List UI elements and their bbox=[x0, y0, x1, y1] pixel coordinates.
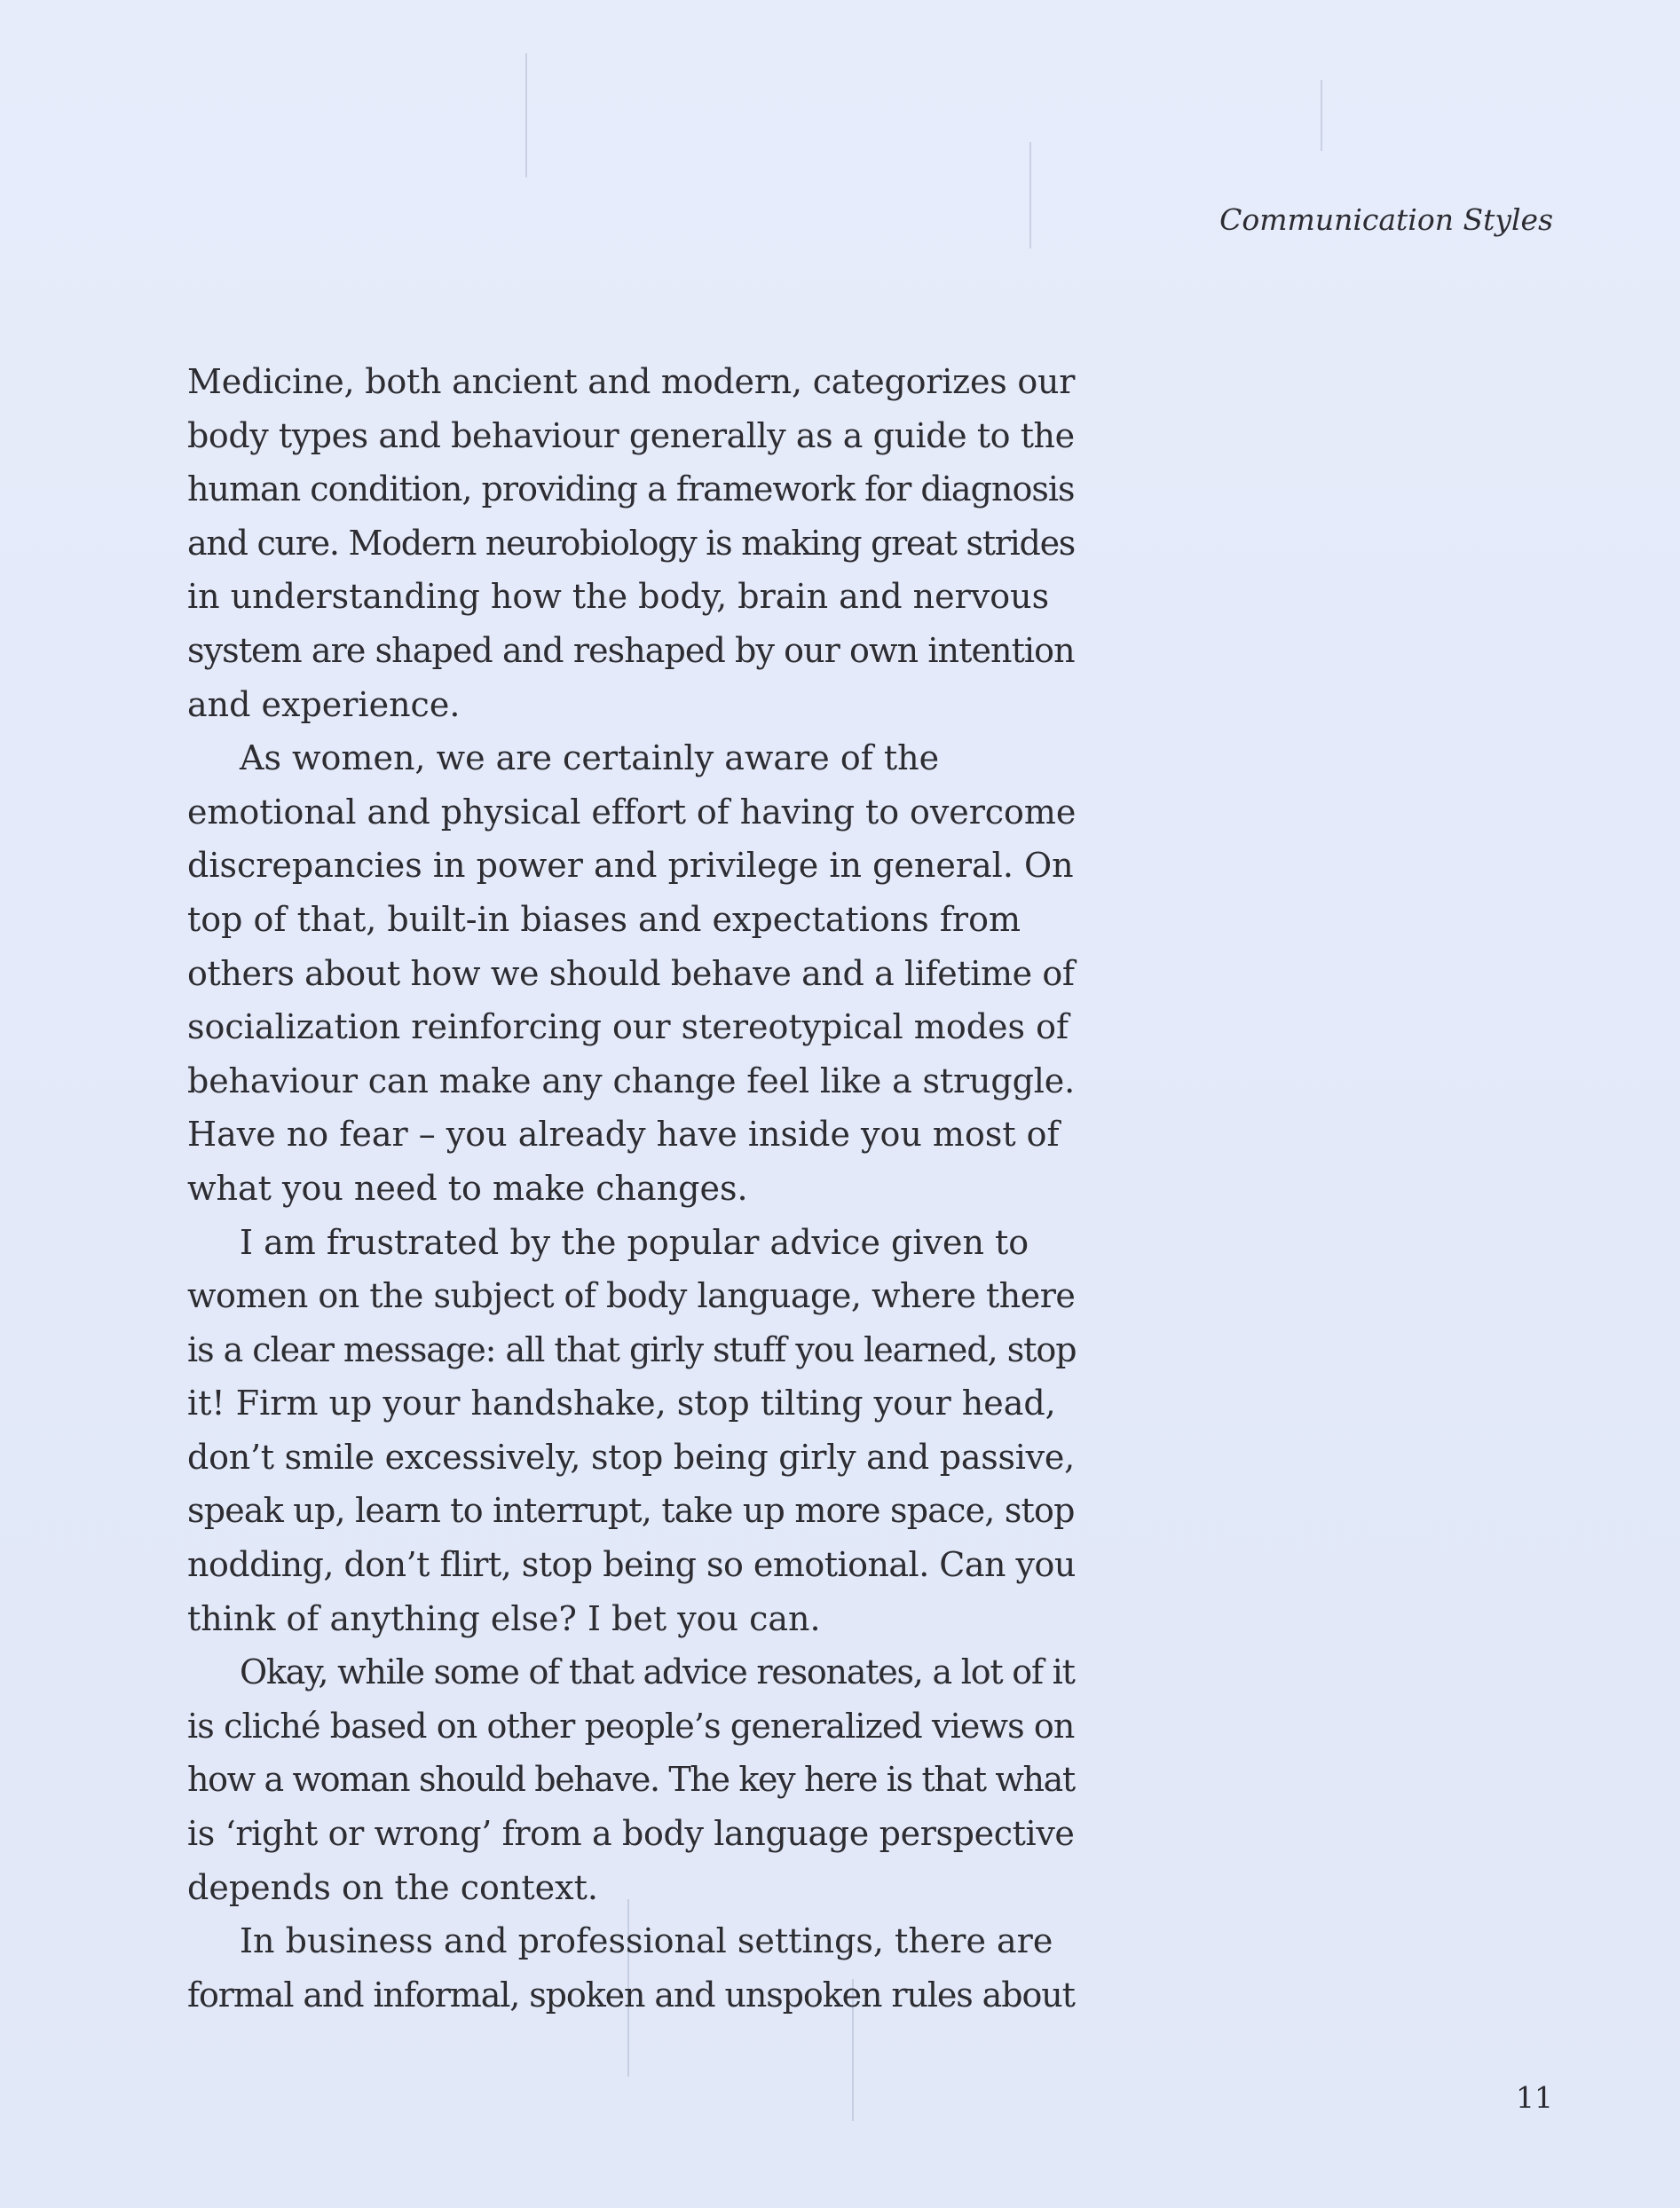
text-line: speak up, learn to interrupt, take up more space, stop bbox=[187, 1491, 1075, 1531]
text-line: Medicine, both ancient and modern, categorizes our bbox=[187, 362, 1076, 401]
text-line: and cure. Modern neurobiology is making great strides bbox=[187, 523, 1076, 563]
scan-streak bbox=[1029, 142, 1031, 248]
text-line: human condition, providing a framework for diagnosis bbox=[187, 469, 1075, 509]
text-line: think of anything else? I bet you can. bbox=[187, 1598, 821, 1638]
text-line: behaviour can make any change feel like a struggle. bbox=[187, 1061, 1076, 1100]
text-line: I am frustrated by the popular advice given to bbox=[240, 1222, 1029, 1262]
text-line: in understanding how the body, brain and nervous bbox=[187, 577, 1050, 617]
text-line: formal and informal, spoken and unspoken rules about bbox=[187, 1975, 1075, 2015]
text-line: depends on the context. bbox=[187, 1867, 598, 1907]
text-line: and experience. bbox=[187, 684, 461, 724]
text-line: Have no fear – you already have inside you most of bbox=[187, 1115, 1060, 1155]
text-line: how a woman should behave. The key here is that what bbox=[187, 1760, 1075, 1800]
text-line: emotional and physical effort of having to overcome bbox=[187, 792, 1077, 832]
text-line: Okay, while some of that advice resonates, a lot of it bbox=[240, 1652, 1075, 1692]
text-line: socialization reinforcing our stereotypical modes of bbox=[187, 1007, 1069, 1047]
page-number: 11 bbox=[1516, 2080, 1553, 2115]
text-line: body types and behaviour generally as a guide to the bbox=[187, 415, 1075, 455]
text-line: As women, we are certainly aware of the bbox=[240, 738, 940, 778]
text-line: is a clear message: all that girly stuff you learned, stop bbox=[187, 1329, 1077, 1369]
text-line: is ‘right or wrong’ from a body language perspective bbox=[187, 1814, 1075, 1854]
text-line: it! Firm up your handshake, stop tilting your head, bbox=[187, 1384, 1056, 1423]
text-line: is cliché based on other people’s generalized views on bbox=[187, 1706, 1075, 1746]
text-line: system are shaped and reshaped by our own intention bbox=[187, 630, 1075, 670]
text-line: don’t smile excessively, stop being girly and passive, bbox=[187, 1437, 1075, 1477]
text-line: top of that, built-in biases and expectations from bbox=[187, 899, 1021, 939]
text-line: women on the subject of body language, where there bbox=[187, 1276, 1076, 1316]
scan-streak bbox=[525, 53, 527, 177]
text-line: what you need to make changes. bbox=[187, 1168, 748, 1208]
body-text bbox=[187, 355, 1075, 2022]
text-line: discrepancies in power and privilege in general. On bbox=[187, 846, 1074, 886]
text-line: In business and professional settings, there are bbox=[240, 1921, 1053, 1961]
running-header: Communication Styles bbox=[1219, 202, 1553, 237]
scan-streak bbox=[1321, 80, 1322, 151]
text-line: others about how we should behave and a lifetime of bbox=[187, 953, 1075, 993]
text-line: nodding, don’t flirt, stop being so emotional. Can you bbox=[187, 1545, 1076, 1585]
